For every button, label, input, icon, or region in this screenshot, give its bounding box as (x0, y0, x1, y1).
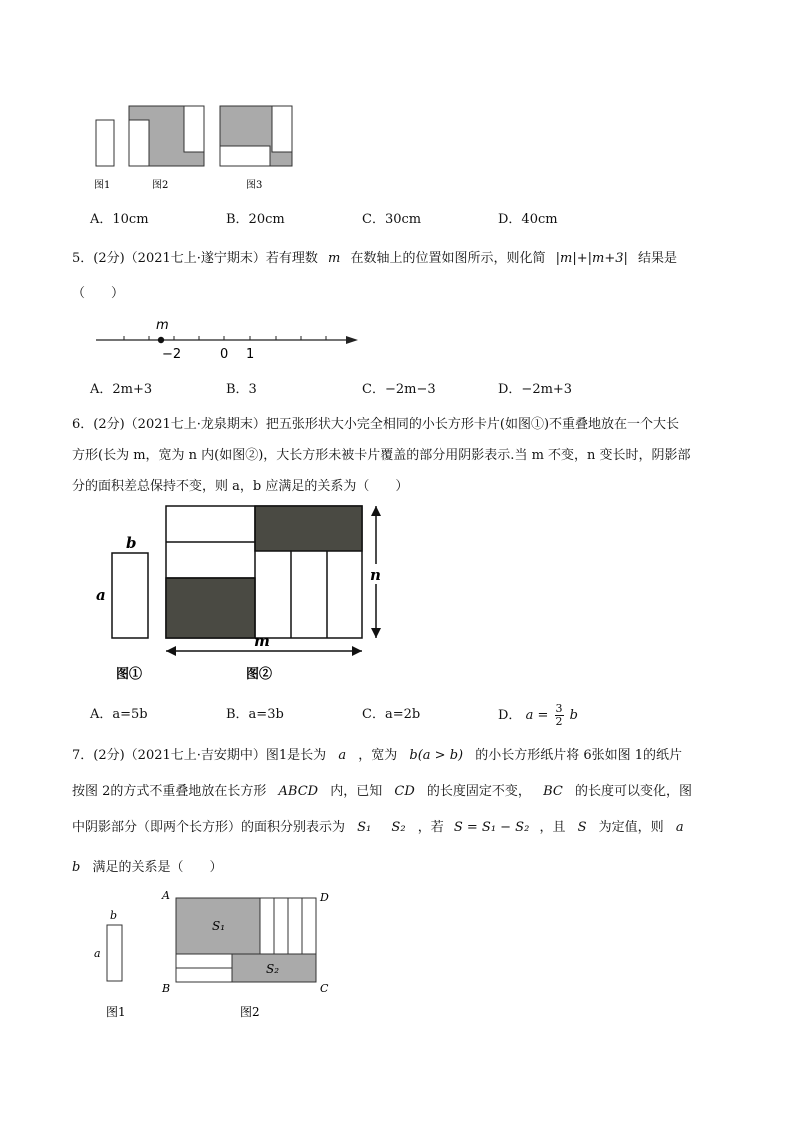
q7-s2: S₂ (391, 820, 406, 835)
q7-stem1-post: 的小长方形纸片将 6张如图 1的纸片 (475, 748, 683, 763)
tick-label-1: 1 (246, 347, 255, 362)
q4-fig2-caption: 图2 (152, 180, 169, 191)
q5-option-d: D．−2m+3 (498, 382, 573, 397)
q4-fig3-card-right (272, 106, 292, 152)
q7-stem-line1 (72, 744, 682, 763)
q6-frac-num: 3 (555, 702, 563, 715)
q6-option-b: B．a=3b (226, 707, 284, 722)
q7-stem1-mid: ，宽为 (358, 748, 398, 763)
q7-label-s1: S₁ (212, 919, 226, 933)
number-line-arrow-icon (346, 336, 358, 344)
q7-label-B: B (162, 982, 171, 995)
q6-option-d-letter: D． (498, 708, 522, 723)
q6-label-b: b (126, 534, 137, 552)
q7-label-b: b (110, 909, 118, 922)
q4-option-b: B．20cm (226, 212, 285, 227)
q4-fig1-caption: 图1 (94, 180, 111, 191)
q4-fig3-card-bottom (220, 146, 270, 166)
q7-stem2-mid2: 的长度固定不变， (426, 784, 531, 799)
q7-label-D: D (320, 891, 329, 904)
q7-label-C: C (320, 982, 329, 995)
q7-stem-line4 (72, 856, 222, 875)
q6-caption-fig2: 图② (246, 667, 273, 682)
q5-stem-mid: 在数轴上的位置如图所示，则化简 (350, 251, 546, 266)
q5-expression: |m|+|m+3| (555, 251, 628, 266)
q6-shaded-top-right (255, 506, 362, 551)
q7-small-card (107, 925, 122, 981)
q7-stem1-pre: 7．(2分)（2021七上·吉安期中）图1是长为 (72, 748, 327, 763)
q7-formula: S = S₁ − S₂ (453, 820, 530, 835)
q7-s: S (577, 820, 587, 835)
q7-stem2-mid: 内，已知 (330, 784, 383, 799)
q4-fig3-caption: 图3 (246, 180, 263, 191)
q5-stem-pre: 5．(2分)（2021七上·遂宁期末）若有理数 (72, 251, 318, 266)
q7-stem3-mid2: ，且 (539, 820, 566, 835)
q6-option-d-fraction (555, 703, 564, 728)
q4-fig2-card-left (129, 120, 149, 166)
q6-option-d (498, 703, 578, 728)
q4-option-a: A．10cm (90, 212, 149, 227)
q6-label-n: n (370, 566, 381, 584)
q6-n-arrow-down-icon (371, 628, 381, 638)
q6-frac-den: 2 (555, 715, 563, 728)
q7-stem2-post: 的长度可以变化，图 (574, 784, 692, 799)
q7-caption-fig1: 图1 (106, 1005, 126, 1019)
tick-label-minus2: −2 (162, 347, 182, 362)
q7-var-a: a (338, 748, 347, 763)
q7-stem2-pre: 按图 2的方式不重叠地放在长方形 (72, 784, 267, 799)
q6-stem-line1: 6．(2分)（2021七上·龙泉期末）把五张形状大小完全相同的小长方形卡片(如图①)不重叠地放在一个大长 (72, 417, 680, 432)
q7-abcd: ABCD (278, 784, 319, 799)
q6-option-c: C．a=2b (362, 707, 421, 722)
q6-option-a: A．a=5b (90, 707, 148, 722)
q7-stem4-post: 满足的关系是（ ） (92, 860, 223, 875)
q6-label-m: m (254, 632, 270, 650)
q6-label-a: a (96, 586, 106, 604)
q6-caption-fig1: 图① (116, 667, 143, 682)
q7-stem-line3 (72, 816, 684, 835)
q6-stem-line2: 方形(长为 m，宽为 n 内(如图②)，大长方形未被卡片覆盖的部分用阴影表示.当 m 不变，n 变长时，阴影部 (72, 448, 691, 463)
q5-stem-line2: （ ） (72, 286, 125, 301)
q7-var-a-2: a (675, 820, 684, 835)
q6-option-d-b: b (569, 708, 578, 723)
q7-stem3-post: 为定值，则 (598, 820, 664, 835)
q5-option-a: A．2m+3 (90, 382, 153, 397)
q6-small-card (112, 553, 148, 638)
q4-fig2-card-right (184, 106, 204, 152)
q5-option-b: B．3 (226, 382, 257, 397)
q6-option-d-lhs: a = (525, 708, 549, 723)
q6-figure (90, 500, 410, 690)
q7-bc: BC (543, 784, 563, 799)
q6-n-arrow-up-icon (371, 506, 381, 516)
q7-condition: b(a > b) (409, 748, 464, 763)
q4-option-d: D．40cm (498, 212, 558, 227)
q7-caption-fig2: 图2 (240, 1005, 260, 1019)
q4-fig1-rect (96, 120, 114, 166)
q7-stem-line2 (72, 780, 692, 799)
tick-label-0: 0 (220, 347, 229, 362)
q5-number-line (90, 312, 365, 362)
q7-label-A: A (162, 889, 170, 902)
q7-label-s2: S₂ (266, 962, 280, 976)
q7-var-b: b (72, 860, 81, 875)
q6-shaded-bottom-left (166, 578, 255, 638)
point-m-label: m (156, 318, 169, 333)
q4-option-c: C．30cm (362, 212, 422, 227)
q4-figures (88, 100, 308, 195)
q7-figure (88, 884, 358, 1024)
q5-stem-line1 (72, 247, 677, 266)
q6-stem-line3: 分的面积差总保持不变，则 a，b 应满足的关系为（ ） (72, 479, 409, 494)
q5-option-c: C．−2m−3 (362, 382, 436, 397)
q5-stem-post: 结果是 (638, 251, 678, 266)
q7-stem3-pre: 中阴影部分（即两个长方形）的面积分别表示为 (72, 820, 346, 835)
q7-cd: CD (394, 784, 415, 799)
q7-s1: S₁ (357, 820, 372, 835)
q6-m-arrow-right-icon (352, 646, 362, 656)
q6-m-arrow-left-icon (166, 646, 176, 656)
q5-var-m: m (328, 251, 341, 266)
q7-stem3-mid: ，若 (417, 820, 444, 835)
q7-label-a: a (94, 947, 101, 960)
point-m (158, 337, 164, 343)
